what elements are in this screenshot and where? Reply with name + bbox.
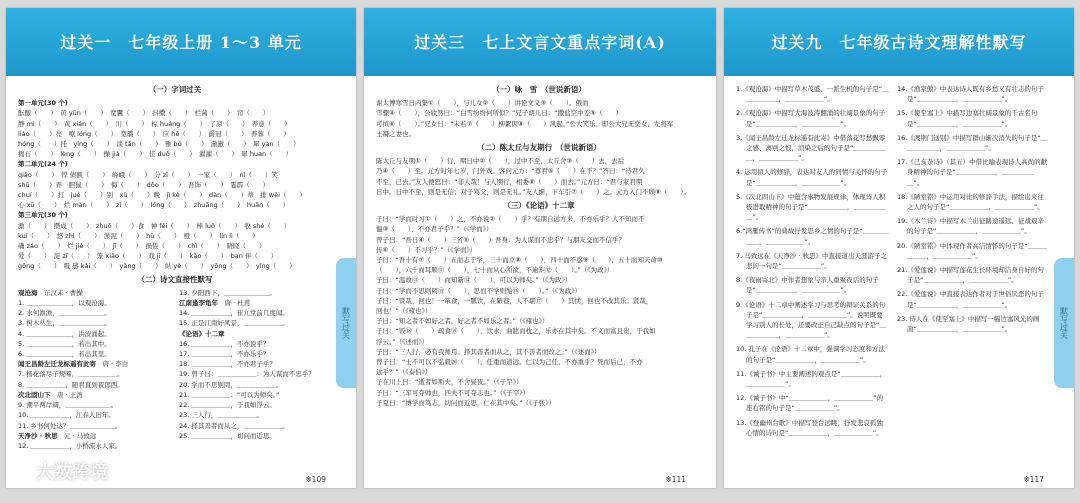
page-117 <box>724 8 1074 488</box>
text-line: 雪骤④（ ），公欣然曰：“白雪纷纷何所似？”兄子胡儿曰：“撒盐空中差⑤（ ） <box>376 109 623 118</box>
word-line: gǒng（ ） 吸 感 kǎi（ ） yǎng（ ） 纵 yè（ ） yōng（ ） yǐng（ ） <box>18 262 296 271</box>
section-heading: （一）咏 雪 （世说新语） <box>492 85 586 94</box>
question-item: 19.《木兰诗》中描写木兰出征路途遥远、征战艰辛的句子是“＿＿＿＿＿＿，＿＿＿＿＿＿”。 <box>897 217 1044 236</box>
word-line: 爱（ ） 淀 zī（ ） 笼 xiāo（ ） 戏 jī（ ） kǎo（ ） ban 伴（ ） <box>18 252 278 261</box>
dictation-item: 24. 择其善者而从之，＿＿＿＿＿＿。 <box>179 421 289 430</box>
word-line: 酝酿（ ） 黄 yūn（ ） 宽囊（ ） 抖擞（ ） 栏菌（ ） 帘（ ） <box>18 109 270 118</box>
text-line: 可拟⑥（ ）。”兄女曰：“未若⑦（ ）柳絮因⑧（ ）风起。”公大笑乐。即公大兄无奕女，左将军 <box>376 119 674 128</box>
dictation-item: 13. 夕阳西下，＿＿＿＿＿＿＿。 <box>179 288 276 297</box>
section-heading: （二）诗文直接性默写 <box>137 274 213 284</box>
text-line: 子在川上曰：“逝者如斯夫，不舍昼夜。”（《子罕》） <box>376 378 523 387</box>
unit-label: 第三单元(30 个) <box>18 211 68 220</box>
text-line: （ ），六十而耳顺⑪（ ），七十而从心所欲，不逾矩⑫（ ）。”（《为政》） <box>376 266 614 275</box>
poem-author: 东汉末 · 曹操 <box>44 288 83 297</box>
text-line: 浮云。”（《述而》） <box>376 337 429 346</box>
text-line: 子曰：“学而不思则罔⑮（ ），思而不学则殆⑯（ ）。”（《为政》） <box>376 286 581 295</box>
text-line: 愠③（ ），不亦君子乎？”（《学而》） <box>376 225 493 234</box>
watermark-logo-icon <box>14 462 32 480</box>
dictation-item: 15. 正是江南好风景，＿＿＿＿＿＿。 <box>179 319 289 328</box>
unit2-lines <box>18 170 332 211</box>
page-111 <box>364 8 716 488</box>
text-line: 子曰：“吾十有⑦（ ）五而志于学，三十而立⑧（ ），四十而不惑⑨（ ），五十而知天命⑩ <box>376 256 663 265</box>
word-line: 揭石（ ） lèng（ ） 操 jià（ ） 佳 duō（ ） 濯濯（ ） 犀 huan（ ） <box>18 150 293 159</box>
dictation-item: 7. 杨花落尽子规啼，＿＿＿＿＿＿。 <box>18 370 124 379</box>
page-banner <box>724 8 1074 76</box>
word-line: 确 záo（ ） 烂 jiè（ ） jī（ ） 损倦（ ） chì（ ） 晓晓（ ） <box>18 242 266 251</box>
text-line: 谢太傅寒雪日内集①（ ），与儿女②（ ）讲论文义③（ ）。俄而 <box>376 99 589 108</box>
unit-label: 第二单元(24 个) <box>18 160 68 169</box>
dictation-columns <box>18 288 332 451</box>
question-item: 2.《观沧海》中描写大海波涛翻涌的壮阔景象的句子是“＿＿＿＿＿＿，＿＿＿＿＿＿”。 <box>736 109 886 128</box>
question-item: 18.《陋室铭》中运用对比的修辞手法，描绘出来往之人的句子是“＿＿＿＿＿＿，＿＿＿＿＿＿”。 <box>897 192 1044 212</box>
dictation-item: 3. 树木丛生，＿＿＿＿＿＿＿。 <box>18 319 111 328</box>
text-line: 子曰：“知之者不如好之者，好之者不如乐之者。”（《雍也》） <box>376 317 549 326</box>
text-line: 子曰：“三军可夺帅也，匹夫不可夺志也。”（《子罕》） <box>376 388 529 397</box>
text-line: 曾子曰：“吾日④（ ）三省⑤（ ）吾身：为人谋而不忠乎？与朋友交而不信乎？ <box>376 235 626 244</box>
dictation-left <box>18 288 171 451</box>
page-title: 过关三 七上文言文重点字词(A) <box>414 33 666 52</box>
dictation-item: 23. 三人行，＿＿＿＿＿＿。 <box>179 411 263 420</box>
text-line: 曾子曰：“士不可以不弘毅⑳（ ），任重而道远。仁以为己任，不亦重乎？死而后已，不亦 <box>376 358 643 367</box>
word-line: kuí（ ） 悠 zhì（ ） 淤泥（ ） hǔ（ ） 橙（ ） lín lì（ ） <box>18 231 259 240</box>
question-item: 17.《己亥杂诗》（其五）中借比喻表现诗人高尚的献身精神的句子是“＿＿＿＿＿＿，＿＿＿＿＿＿”。 <box>897 158 1048 187</box>
text-line: 子夏曰：“博学而笃志，切问而近思，仁在其中矣。”（《子张》） <box>376 398 555 407</box>
text-line: 子曰：“饭⑱（ ）疏食⑲（ ），饮水，曲肱而枕之，乐亦在其中矣。不义而富且贵，于我如 <box>376 327 656 336</box>
text-line: 不至，已去。”友人便怒曰：“非人哉！与人期行，相委⑥（ ）而去。”元方曰：“君与家君期 <box>376 177 643 186</box>
side-tab: 默写过关 <box>1054 258 1074 388</box>
question-item: 21.《爱莲说》中描写莲花生长环境却洁身自好的句子是“＿＿＿＿＿＿，＿＿＿＿＿＿”。 <box>897 266 1044 285</box>
page-title: 过关一 七年级上册 1～3 单元 <box>60 33 302 52</box>
watermark-text: 大数跨境 <box>36 462 108 483</box>
page-content <box>18 84 332 472</box>
poem-title: 闻王昌龄左迁龙标遥有此寄 <box>18 360 96 369</box>
dictation-item: 18. ＿＿＿＿＿＿，不亦君子乎？ <box>179 360 276 369</box>
poem-title: 江南逢李龟年 <box>179 299 218 308</box>
question-item: 3.《闻王昌龄左迁龙标遥有此寄》中借落花写愁飘零之感、离别之恨，渲染之后的句子是“＿＿＿＿＿＿，＿＿＿＿＿＿”。 <box>736 133 886 163</box>
question-item: 10. 孔子在《论语》十二章中，强调学习态度和方法的句子是“＿＿＿＿＿＿，＿＿＿＿＿＿”。 <box>736 345 885 364</box>
page-banner <box>364 8 716 76</box>
question-item: 6.“鸿雁传书”的典故抒发思乡之情的句子是“＿＿＿＿＿＿，＿＿＿＿＿＿”。 <box>736 227 889 246</box>
question-item: 13.《登幽州台歌》中描写登台远眺，抒发悲哀孤独心情的诗句是“＿＿＿＿＿＿，＿＿＿＿＿＿”。 <box>736 418 883 437</box>
dictation-item: 16. ＿＿＿＿＿＿，不亦说乎？ <box>179 339 270 348</box>
text-line: 远乎？”（《泰伯》） <box>376 368 432 377</box>
text-line: 子曰：“学而时习①（ ）之，不亦说②（ ）乎？有朋自远方来，不亦乐乎？人不知而不 <box>376 215 645 224</box>
text-line: 王凝之妻也。 <box>376 129 415 138</box>
text-line: 乃④（ ）至。元方时年七岁，门外戏。客问元方：“尊君⑤（ ）在不？”答曰：“待君久 <box>376 167 645 176</box>
page-content <box>376 84 702 472</box>
text-line: 子曰：“贤哉，回也！一箪食，一瓢饮，在陋巷，人不堪⑰（ ）其忧，回也不改其乐。贤哉， <box>376 296 653 305</box>
question-item: 16.《渡荆门送别》中描写群山渐次消失的句子是“＿＿＿＿＿＿，＿＿＿＿＿＿”。 <box>897 133 1048 153</box>
dictation-item: 21. ＿＿＿＿＿＿：“可以为师矣。” <box>179 390 280 399</box>
dictation-item: 2. 水何澹澹，＿＿＿＿＿＿＿。 <box>18 309 111 318</box>
question-item: 15.《使至塞上》中描写边塞壮阔景象的千古名句是“＿＿＿＿＿＿，＿＿＿＿＿＿”。 <box>897 109 1038 128</box>
poem-author: 唐 · 杜甫 <box>224 299 251 308</box>
questions-left <box>736 84 889 442</box>
question-item: 12.《诫子书》中“＿＿＿＿＿＿，＿＿＿＿＿＿”的座右铭的句子是“＿＿＿＿＿＿”。 <box>736 394 884 413</box>
question-item: 14.《渔家傲》中表达诗人既有乡愁又有壮志的句子是“＿＿＿＿＿＿，＿＿＿＿＿＿”。 <box>897 85 1044 104</box>
question-columns <box>736 84 1050 442</box>
dictation-item: 11. 乡书何处达？＿＿＿＿＿＿＿。 <box>18 421 122 430</box>
word-line: shǔ（ ）弄 胆鼠（ ） 侮（ ） dōo（ ） 吾饰（ ） 霎霹（ ） <box>18 180 270 189</box>
section-heading: （二）陈太丘与友期行 （世说新语） <box>477 143 601 153</box>
question-item: 11.《诫子书》中主要阐述的观点是“＿＿＿＿＿＿，＿＿＿＿＿＿”。 <box>736 369 887 389</box>
page-number: ※117 <box>1023 475 1044 484</box>
word-line: 静 mì（ ） 黄 xián（ ） 川（ ） 棕 huáng（ ） 了凉（ ） 养意（ ） <box>18 119 291 128</box>
dictation-item: 4. ＿＿＿＿＿＿＿，洪波涌起。 <box>18 329 111 338</box>
dictation-item: 14. ＿＿＿＿＿＿，崔九堂前几度闻。 <box>179 309 289 318</box>
page-number: ※109 <box>305 475 326 484</box>
poem-title: 次北固山下 <box>18 390 51 399</box>
page-109 <box>6 8 356 488</box>
page-content <box>736 84 1050 472</box>
watermark <box>14 458 108 484</box>
question-item: 23. 诗人在《使至塞上》中描写一幅边塞风光的画面“＿＿＿＿＿＿，＿＿＿＿＿＿”。 <box>897 314 1040 334</box>
dictation-item: 5. ＿＿＿＿＿＿＿，若出其中。 <box>18 339 111 348</box>
dictation-item: 8. ＿＿＿＿＿＿，随君直到夜郎西。 <box>18 380 124 389</box>
poem-title: 观沧海 <box>18 288 38 297</box>
question-item: 20.《陋室铭》中体现作者高洁情怀的句子是“＿＿＿＿＿＿，＿＿＿＿＿＿”。 <box>897 241 1048 260</box>
dictation-item: 9. 潮平两岸阔，＿＿＿＿＿＿＿。 <box>18 401 118 410</box>
question-item: 9.《论语》十二章中阐述学习与思考的辩证关系的句子是“＿＿＿＿＿＿，＿＿＿＿＿＿”。说明既要学习别人的长处，还要改正自己缺点的句子是“＿＿＿＿＿＿，＿＿＿＿＿＿”。 <box>736 300 886 340</box>
dictation-item: 10. ＿＿＿＿＿＿，江春入旧年。 <box>18 411 115 420</box>
unit3-lines <box>18 221 332 272</box>
dictation-item: 12. ＿＿＿＿＿＿，小桥流水人家。 <box>18 441 122 450</box>
dictation-item: 25. ＿＿＿＿＿＿，切问而近思。 <box>179 431 276 440</box>
poem-author: 元 · 马致远 <box>64 431 97 440</box>
word-line: liáo（ ）亮 嘹 lóng（ ） 宽璐（ ） 应 hē（ ） 爵冠（ ） 养蓉（ ） <box>18 129 290 138</box>
page-number: ※111 <box>665 475 686 484</box>
section-heading: （一）字词过关 <box>148 85 202 94</box>
poem-title: 《论语》十二章 <box>179 329 225 338</box>
poem-author: 唐 · 李白 <box>102 360 129 369</box>
dictation-item: 6. ＿＿＿＿＿＿＿，若出其里。 <box>18 350 111 359</box>
dictation-item: 1. ＿＿＿＿＿＿＿，以观沧海。 <box>18 299 111 308</box>
side-tab: 默写过关 <box>336 258 356 388</box>
dictation-item: 19. 曾子曰：＿＿＿＿＿＿：为人谋而不忠乎？ <box>179 370 315 379</box>
text-line: 传⑥（ ）不习乎？”（《学而》） <box>376 245 477 254</box>
word-line: hóng（ ）托 yǐng（ ） 淡 tǎn（ ） 雅 bó（ ） 澈澈（ ） 犀 yàn（ ） <box>18 140 300 149</box>
text-line: 陈太丘与友期①（ ）行，期日中②（ ），过中不至，太丘舍③（ ）去，去后 <box>376 157 625 166</box>
question-item: 1.《观沧海》中描写草木茂盛、一派生机的句子是“＿＿＿＿＿＿，＿＿＿＿＿＿”。 <box>736 85 889 104</box>
dictation-item: 20. 学而不思则罔，＿＿＿＿＿＿。 <box>179 380 283 389</box>
question-item: 8.《夜雨寄北》中作者想象与亲人重聚夜话的句子是“＿＿＿＿＿＿，＿＿＿＿＿＿”。 <box>736 276 879 295</box>
dictation-item: 22. ＿＿＿＿＿＿，于我如浮云。 <box>179 401 276 410</box>
unit-label: 第一单元(30 个) <box>18 99 68 108</box>
text-line: 子曰：“三人行，必有我师焉。择其善者而从之，其不善者而改之。”（《述而》） <box>376 347 601 356</box>
poem-author: 唐 · 王湾 <box>57 390 83 399</box>
text-line: 回也！”（《雍也》） <box>376 307 432 316</box>
unit1-lines <box>18 108 332 159</box>
word-line: qiāo（ ） 悍 债额（ ） 峰峨（ ） 分 zī（ ） 一家（ ） nì（ ）笑 <box>18 170 278 179</box>
questions-right <box>897 84 1050 442</box>
dictation-right <box>179 288 332 451</box>
page-banner <box>6 8 356 76</box>
text-line: 日中。日中不至，则是无信；对子骂父，则是无礼。”友人惭，下车引⑦（ ）之。元方入门不顾⑧（ ）。 <box>376 187 691 196</box>
word-line: 心 xū（ ） 烂 màn（ ） zī（ ） lóng（ ） zhuāng（ ） huǎn（ ） <box>18 201 290 210</box>
question-item: 4. 运用拟人的修辞，表达对友人的同情与关怀的句子是“＿＿＿＿＿＿，＿＿＿＿＿＿”。 <box>736 168 888 187</box>
word-line: 激（ ） 攒成（ ） zhuō（ ）食 神 fēi（ ） 棒 luō（ ） 收 shé（ ） <box>18 221 291 230</box>
word-line: chuí（ ）打 jué（ ）别 xù（ ）晚 jì kè（ ） dàn（ ）蒂 排 wěi（ ） <box>18 191 306 200</box>
page-title: 过关九 七年级古诗文理解性默写 <box>771 33 1027 52</box>
question-item: 7. 马致远在《天净沙 · 秋思》中直接道出天涯游子之悲的一句是“＿＿＿＿＿＿”。 <box>736 251 887 271</box>
poem-title: 天净沙 · 秋思 <box>18 431 58 440</box>
section-heading: （三）《论语》十二章 <box>503 201 575 211</box>
question-item: 22.《爱莲说》中直接表达作者对于世俗厌恶的句子是“＿＿＿＿＿＿，＿＿＿＿＿＿”。 <box>897 290 1044 309</box>
dictation-item: 17. ＿＿＿＿＿＿，不亦乐乎？ <box>179 350 270 359</box>
question-item: 5.《次北固山下》中蕴含事物发展规律，体现诗人积极进取精神的句子是“＿＿＿＿＿＿，＿＿＿＿＿＿”。 <box>736 192 886 222</box>
text-line: 子曰：“温故⑬（ ）而知新⑭（ ），可以为师矣。”（《为政》） <box>376 276 572 285</box>
